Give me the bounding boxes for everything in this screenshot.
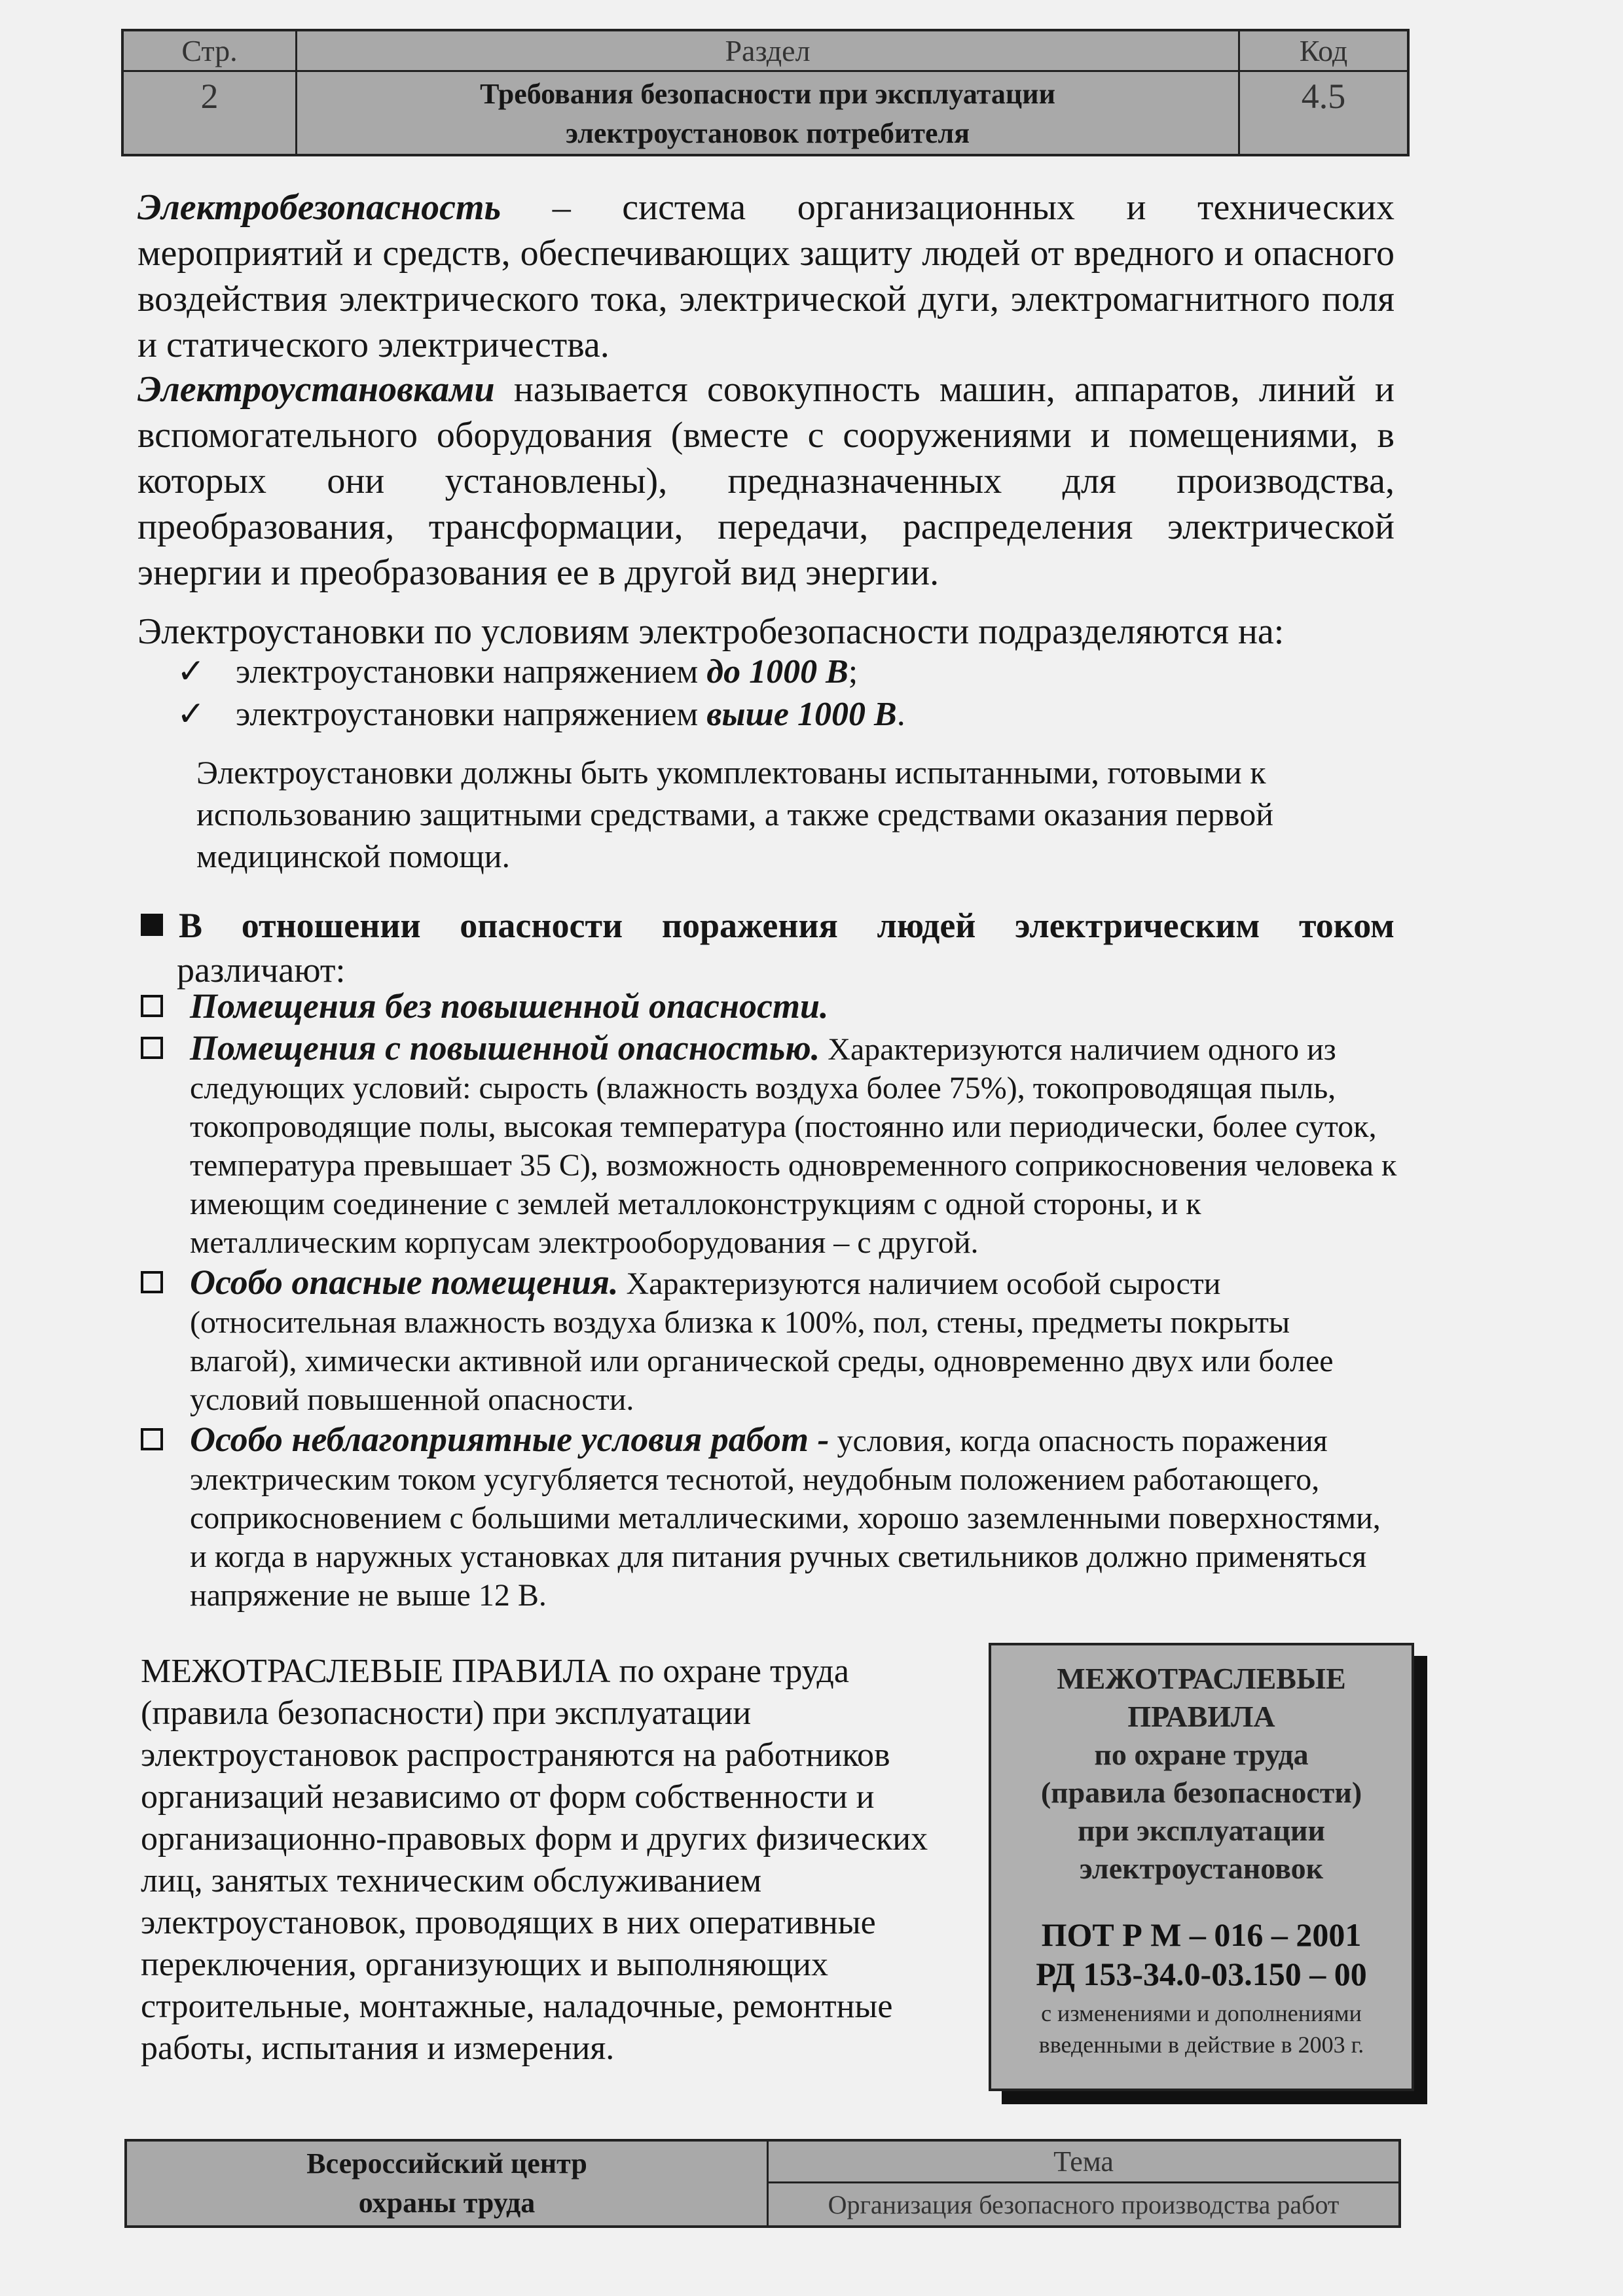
rules-card: МЕЖОТРАСЛЕВЫЕ ПРАВИЛА по охране труда (правила безопасности) при эксплуатации электроустановок ПОТ Р М – 016 – 2001 РД 153-34.0-03.150 – 00 с изменениями и дополнениями введенными в действие в 2003 г. bbox=[989, 1643, 1414, 2091]
list-item: Особо опасные помещения. Характеризуются наличием особой сырости (относительная влажность воздуха близка к 100%, пол, стены, предметы покрыты влагой), химически активной или органической среды, одновременно двух или более условий повышенной опасности. bbox=[141, 1263, 1398, 1419]
section-code: 4.5 bbox=[1301, 77, 1346, 116]
checkbox-square-icon bbox=[141, 995, 163, 1017]
checkmark-icon: ✓ bbox=[177, 696, 206, 733]
check-item: ✓ электроустановки напряжением до 1000 В; bbox=[177, 651, 858, 693]
section-title bbox=[297, 72, 1240, 156]
checkbox-square-icon bbox=[141, 1271, 163, 1293]
checkbox-square-icon bbox=[141, 1428, 163, 1450]
definition-electrical-safety bbox=[137, 185, 1395, 368]
topic-value: Организация безопасного производства работ bbox=[828, 2189, 1340, 2219]
definition-text: – система организационных и технических мероприятий и средств, обеспечивающих защиту людей от вредного и опасного воздействия электрического тока, электрической дуги, электромагнитного поля и статического электричества. bbox=[137, 187, 1395, 365]
term-electrical-safety: Электробезопасность bbox=[137, 187, 501, 228]
bullet-square-icon bbox=[141, 914, 163, 936]
code-label: Код bbox=[1240, 31, 1407, 72]
list-item: Особо неблагоприятные условия работ - условия, когда опасность поражения электрическим током усугубляется теснотой, неудобным положением работающего, соприкосновением с большими металлическими, хорошо заземленными поверхностями, и когда в наружных установках для питания ручных светильников должно применяться напряжение не выше 12 В. bbox=[141, 1420, 1398, 1615]
section-title-line1: Требования безопасности при эксплуатации bbox=[480, 78, 1055, 110]
header-table bbox=[121, 29, 1410, 156]
hazard-heading-continuation: различают: bbox=[177, 950, 346, 990]
page-label: Стр. bbox=[124, 31, 297, 72]
section-label: Раздел bbox=[297, 31, 1240, 72]
rules-code-1: ПОТ Р М – 016 – 2001 bbox=[1041, 1916, 1362, 1953]
page-number: 2 bbox=[124, 72, 297, 156]
definition-text: называется совокупность машин, аппаратов, линий и вспомогательного оборудования (вместе с сооружениями и помещениями, в которых они установлены), предназначенных для производства, преобразования, трансформации, передачи, распределения электрической энергии и преобразования ее в другой вид энергии. bbox=[137, 369, 1395, 593]
classification-intro: Электроустановки по условиям электробезопасности подразделяются на: bbox=[137, 611, 1285, 652]
equipment-note: Электроустановки должны быть укомплектованы испытанными, готовыми к использованию защитными средствами, а также средствами оказания первой медицинской помощи. bbox=[196, 754, 1273, 874]
footer-table bbox=[124, 2139, 1401, 2228]
hazard-heading: В отношении опасности поражения людей электрическим током bbox=[141, 903, 1395, 948]
rules-code-2: РД 153-34.0-03.150 – 00 bbox=[1036, 1956, 1367, 1992]
check-item: ✓ электроустановки напряжением выше 1000 В. bbox=[177, 694, 905, 736]
checkmark-icon: ✓ bbox=[177, 653, 206, 691]
term-electrical-installations: Электроустановками bbox=[137, 369, 495, 410]
list-item: Помещения с повышенной опасностью. Характеризуются наличием одного из следующих условий: сырость (влажность воздуха более 75%), токопроводящая пыль, токопроводящие полы, высокая температура (постоянно или периодически, более суток, температура превышает 35 С), возможность одновременного соприкосновения человека к имеющим соединение с землей металлоконструкциям с одной стороны, и к металлическим корпусам электрооборудования – с другой. bbox=[141, 1029, 1398, 1262]
organization-name: Всероссийский центр охраны труда bbox=[127, 2142, 769, 2225]
topic-label: Тема bbox=[769, 2142, 1398, 2183]
list-item: Помещения без повышенной опасности. bbox=[141, 987, 1398, 1027]
checkbox-square-icon bbox=[141, 1037, 163, 1059]
rules-scope-paragraph: МЕЖОТРАСЛЕВЫЕ ПРАВИЛА по охране труда (правила безопасности) при эксплуатации электроустановок распространяются на работников организаций независимо от форм собственности и организационно-правовых форм и других физических лиц, занятых техническим обслуживанием электроустановок, проводящих в них оперативные переключения, организующих и выполняющих строительные, монтажные, наладочные, ремонтные работы, испытания и измерения. bbox=[141, 1653, 928, 2067]
definition-electrical-installations bbox=[137, 367, 1395, 596]
section-title-line2: электроустановок потребителя bbox=[565, 117, 970, 149]
